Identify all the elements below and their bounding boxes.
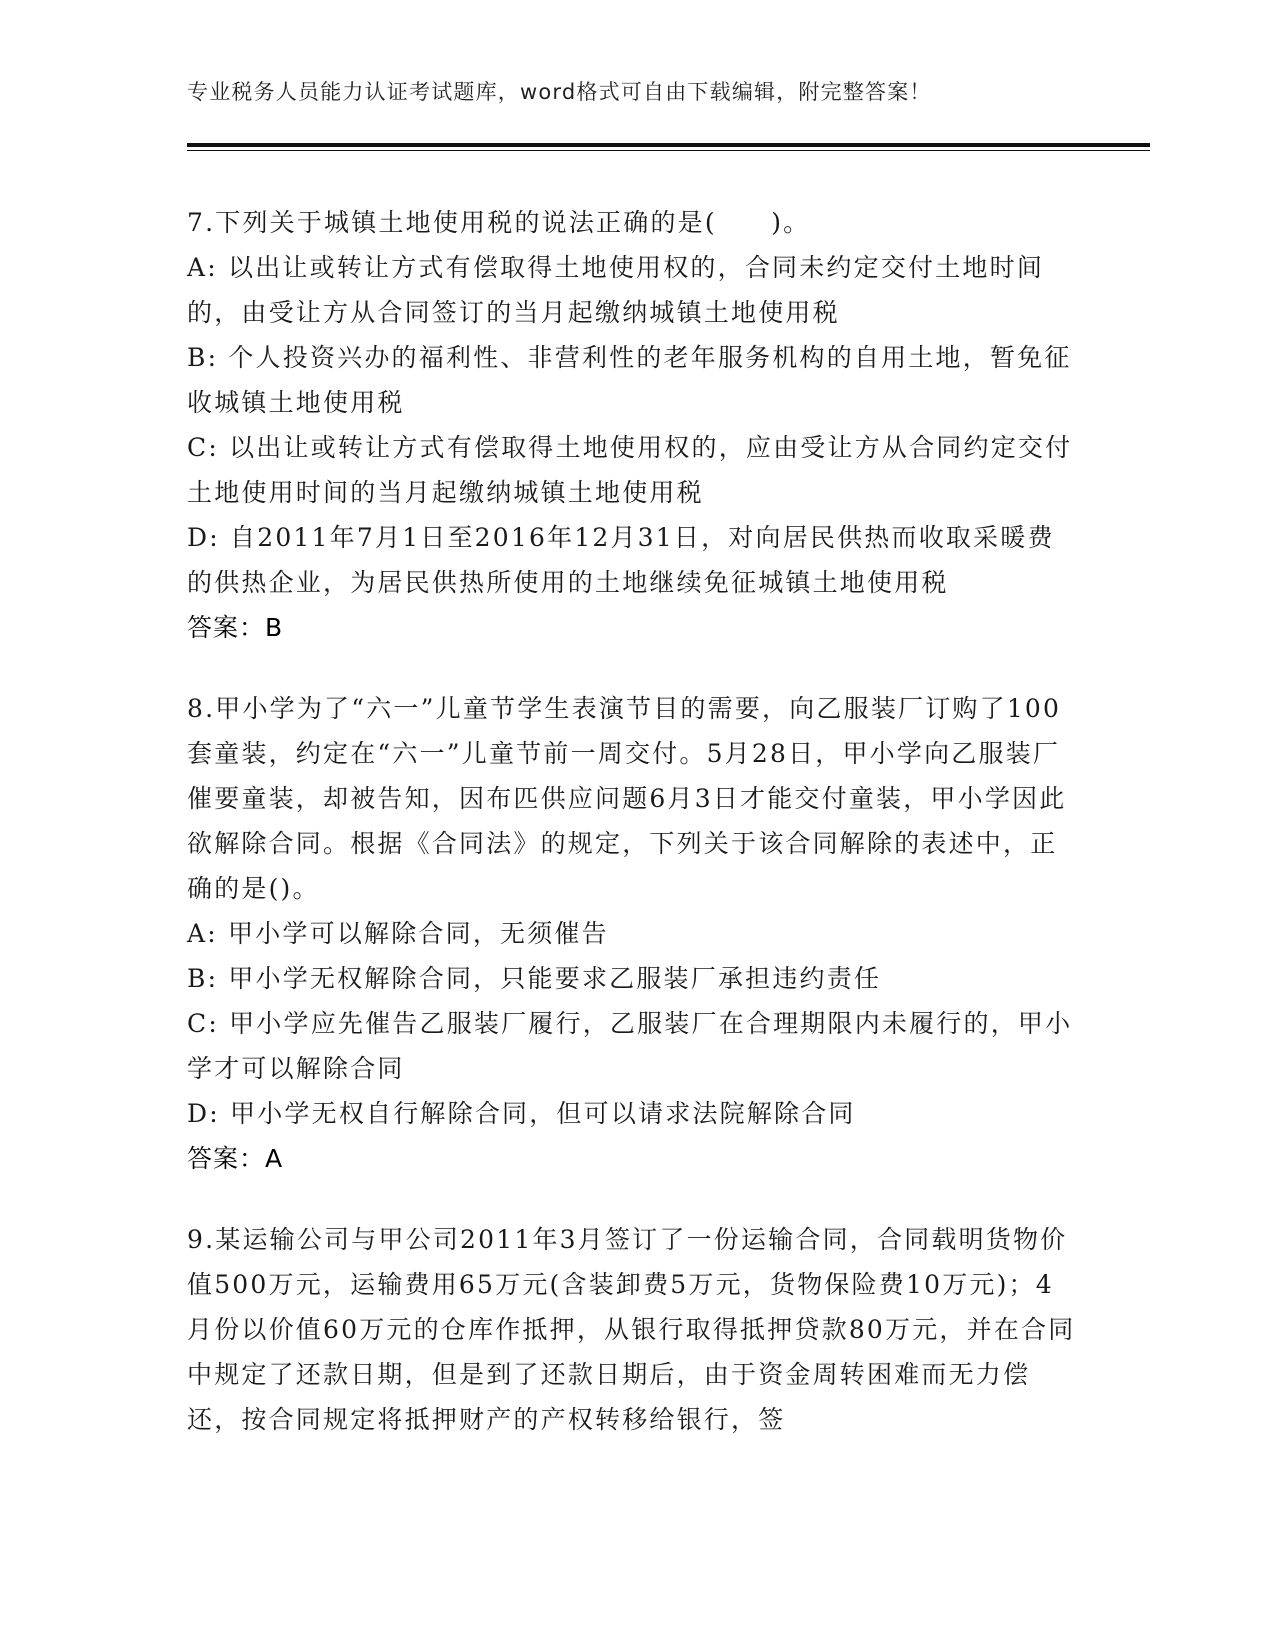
option-c: C: 甲小学应先催告乙服装厂履行，乙服装厂在合理期限内未履行的，甲小学才可以解除合同 — [187, 1009, 1073, 1083]
option-a: A: 以出让或转让方式有偿取得土地使用权的，合同未约定交付土地时间的，由受让方从合同签订的当月起缴纳城镇土地使用税 — [187, 253, 1045, 327]
header-rule-thin — [187, 150, 1150, 151]
option-d: D: 自2011年7月1日至2016年12月31日，对向居民供热而收取采暖费的供热企业，为居民供热所使用的土地继续免征城镇土地使用税 — [187, 523, 1055, 597]
option-c: C: 以出让或转让方式有偿取得土地使用权的，应由受让方从合同约定交付土地使用时间的当月起缴纳城镇土地使用税 — [187, 433, 1073, 507]
question-8 — [187, 686, 1077, 1181]
question-7 — [187, 200, 1077, 650]
option-a: A: 甲小学可以解除合同，无须催告 — [187, 919, 609, 948]
question-stem: 8.甲小学为了“六一”儿童节学生表演节目的需要，向乙服装厂订购了100套童装，约定在“六一”儿童节前一周交付。5月28日，甲小学向乙服装厂催要童装，却被告知，因布匹供应问题6月3日才能交付童装，甲小学因此欲解除合同。根据《合同法》的规定，下列关于该合同解除的表述中，正确的是()。 — [187, 694, 1067, 903]
option-b: B: 个人投资兴办的福利性、非营利性的老年服务机构的自用土地，暂免征收城镇土地使用税 — [187, 343, 1072, 417]
answer-line: 答案：B — [187, 613, 284, 642]
page-header: 专业税务人员能力认证考试题库，word格式可自由下载编辑，附完整答案！ — [187, 80, 932, 104]
question-list — [187, 200, 1077, 1478]
question-stem: 9.某运输公司与甲公司2011年3月签订了一份运输合同，合同载明货物价值500万元，运输费用65万元(含装卸费5万元，货物保险费10万元)；4月份以价值60万元的仓库作抵押，从银行取得抵押贷款80万元，并在合同中规定了还款日期，但是到了还款日期后，由于资金周转困难而无力偿还，按合同规定将抵押财产的产权转移给银行，签 — [187, 1225, 1076, 1434]
question-stem: 7.下列关于城镇土地使用税的说法正确的是( )。 — [187, 208, 811, 237]
header-rule-thick — [187, 143, 1150, 147]
option-d: D: 甲小学无权自行解除合同，但可以请求法院解除合同 — [187, 1099, 856, 1128]
option-b: B: 甲小学无权解除合同，只能要求乙服装厂承担违约责任 — [187, 964, 882, 993]
question-9 — [187, 1217, 1077, 1442]
answer-line: 答案：A — [187, 1144, 284, 1173]
